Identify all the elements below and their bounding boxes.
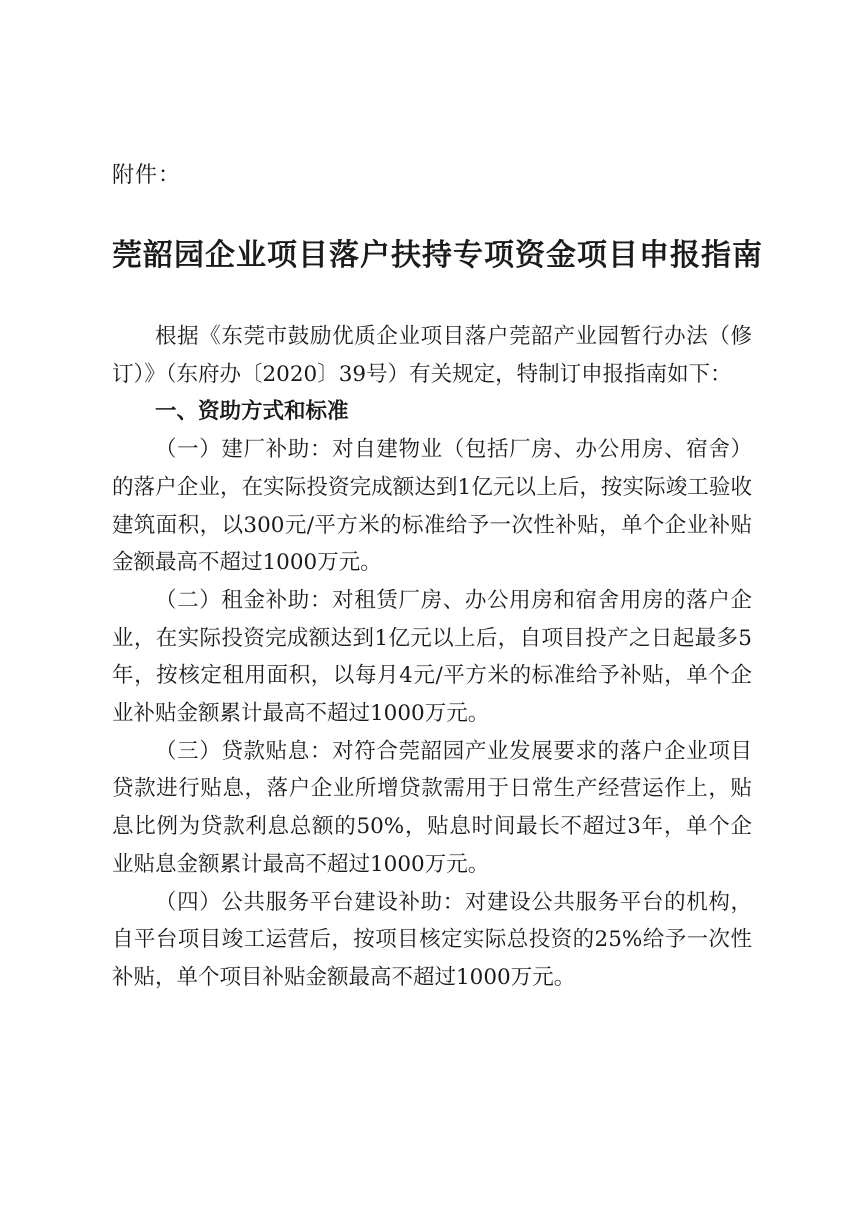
document-body (112, 318, 752, 997)
paragraph-rent-subsidy: （二）租金补助：对租赁厂房、办公用房和宿舍用房的落户企业，在实际投资完成额达到1亿元以上后，自项目投产之日起最多5年，按核定租用面积，以每月4元/平方米的标准给予补贴，单个企业补贴金额累计最高不超过1000万元。 (112, 587, 752, 727)
attachment-label: 附件： (112, 163, 182, 188)
paragraph-loan-interest-subsidy: （三）贷款贴息：对符合莞韶园产业发展要求的落户企业项目贷款进行贴息，落户企业所增贷款需用于日常生产经营运作上，贴息比例为贷款利息总额的50%，贴息时间最长不超过3年，单个企业贴息金额累计最高不超过1000万元。 (112, 738, 752, 877)
document-title: 莞韶园企业项目落户扶持专项资金项目申报指南 (112, 238, 763, 273)
section-heading: 一、资助方式和标准 (155, 399, 349, 425)
paragraph-construction-subsidy: （一）建厂补助：对自建物业（包括厂房、办公用房、宿舍）的落户企业，在实际投资完成额达到1亿元以上后，按实际竣工验收建筑面积，以300元/平方米的标准给予一次性补贴，单个企业补贴金额最高不超过1000万元。 (112, 437, 752, 576)
paragraph-public-platform-subsidy: （四）公共服务平台建设补助：对建设公共服务平台的机构，自平台项目竣工运营后，按项目核定实际总投资的25%给予一次性补贴，单个项目补贴金额最高不超过1000万元。 (112, 889, 752, 990)
intro-paragraph: 根据《东莞市鼓励优质企业项目落户莞韶产业园暂行办法（修订）》（东府办〔2020〕39号）有关规定，特制订申报指南如下： (112, 324, 752, 387)
